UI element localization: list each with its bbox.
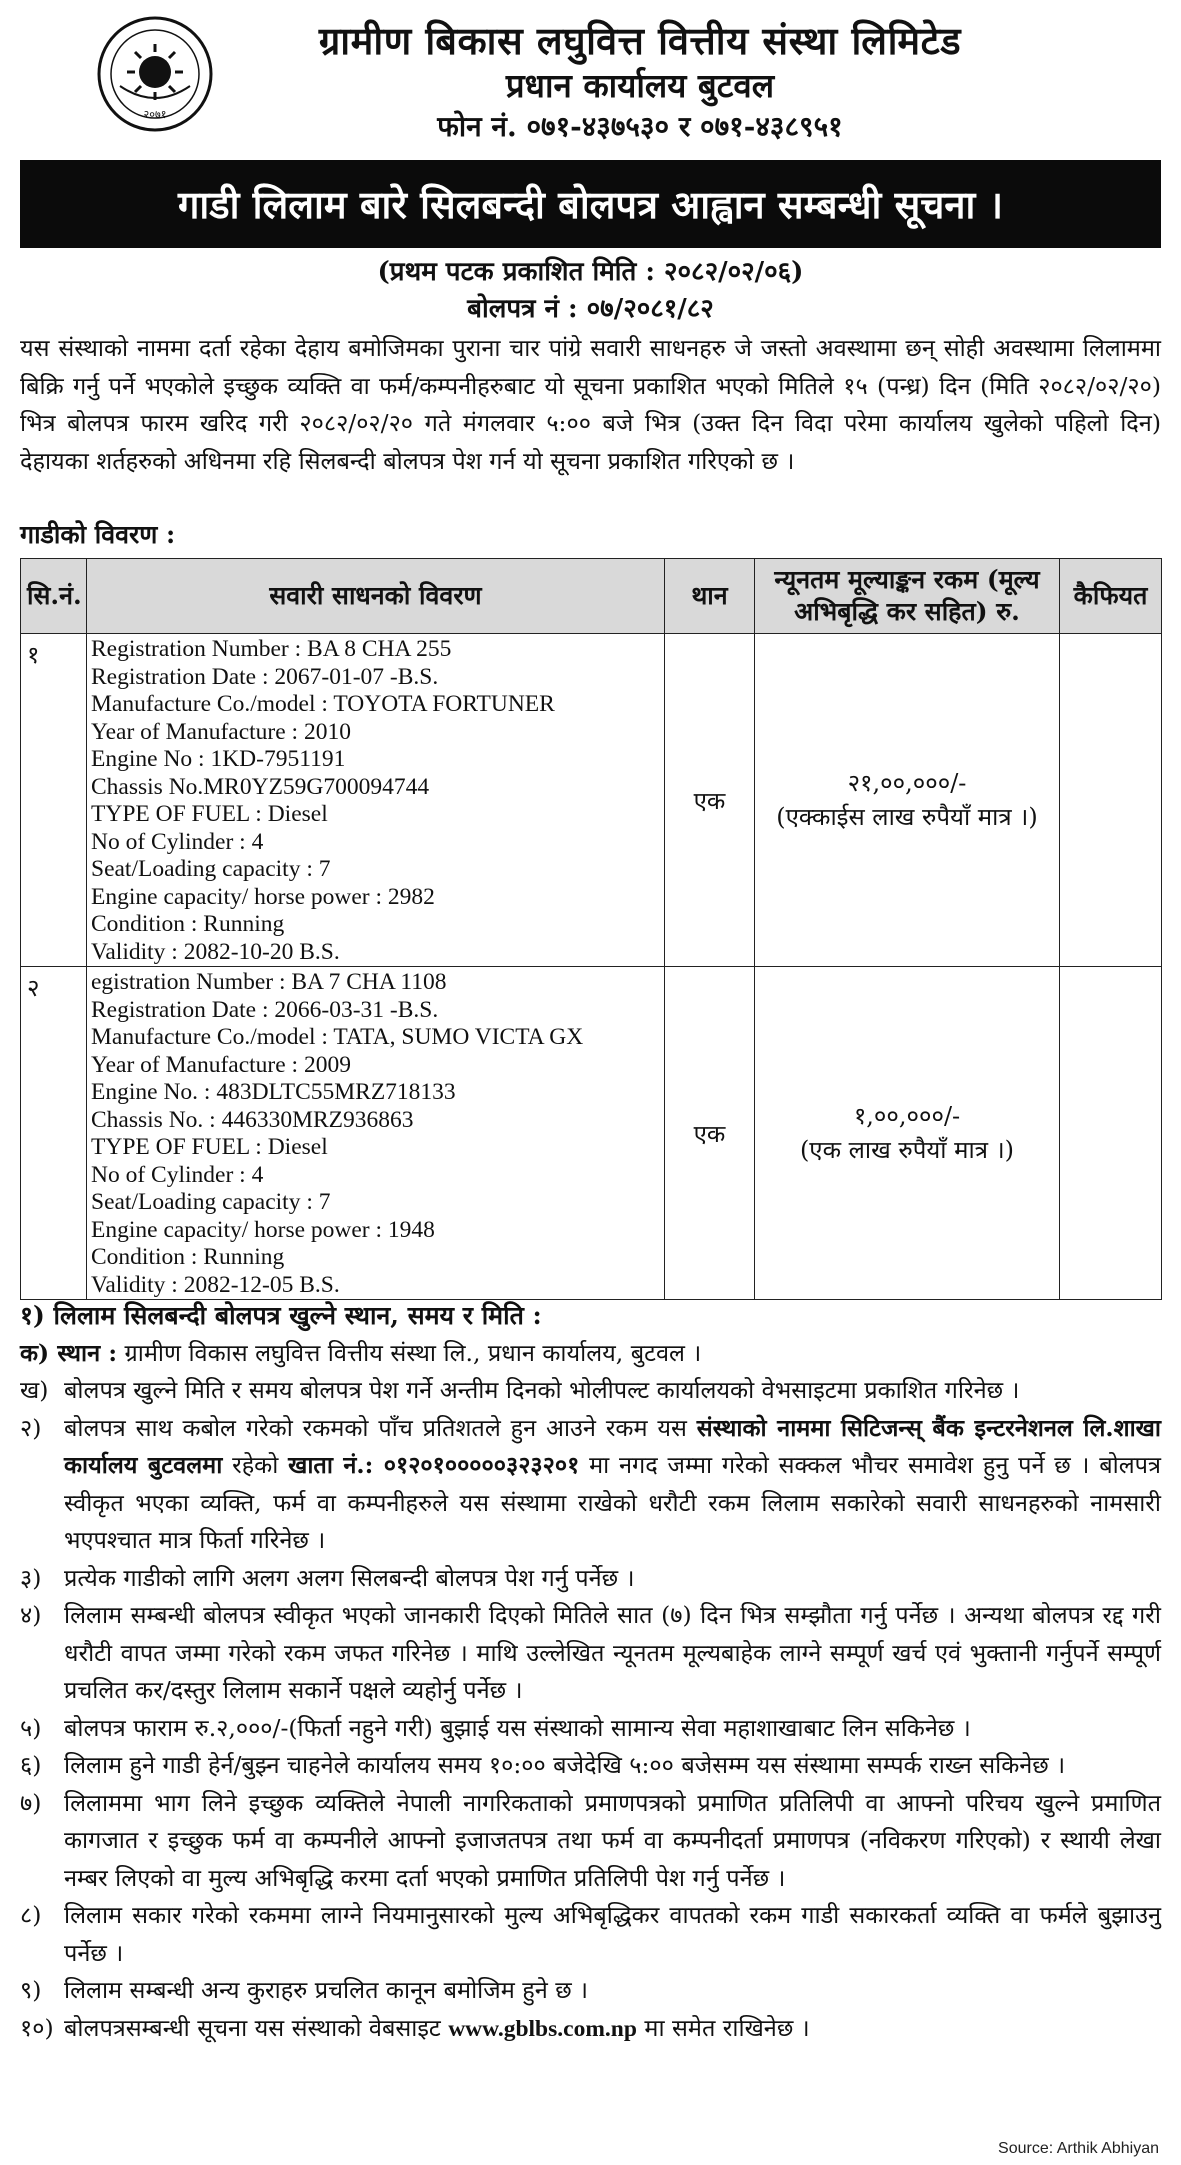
registration-number: Registration Number : BA 8 CHA 255 [91,636,452,662]
condition-number: ६) [20,1751,42,1779]
svg-text:२०७१: २०७१ [143,108,167,121]
conditions-heading: १) लिलाम सिलबन्दी बोलपत्र खुल्ने स्थान, समय र मिति : [20,1301,542,1330]
amount-in-words: (एक्काईस लाख रुपैयाँ मात्र ।) [776,803,1038,831]
chassis-number: Chassis No. : 446330MRZ936863 [91,1106,414,1133]
row-sn: १ [21,634,87,967]
seat-capacity: Seat/Loading capacity : 7 [91,1189,331,1215]
condition-item [20,1710,1161,1748]
row-remarks [1060,634,1162,967]
vehicle-details [87,967,665,1300]
header [0,0,1181,155]
condition-text: बोलपत्र फाराम रु.२,०००/-(फिर्ता नहुने गरी) बुझाई यस संस्थाको सामान्य सेवा महाशाखाबाट लिन सकिनेछ । [64,1713,971,1742]
place-text: ग्रामीण विकास लघुवित्त वित्तीय संस्था लि., प्रधान कार्यालय, बुटवल । [124,1338,702,1367]
row-min-value [755,967,1060,1300]
condition-number: ५) [20,1713,42,1742]
manufacturer-model: Manufacture Co./model : TATA, SUMO VICTA GX [91,1024,584,1050]
condition-item [20,1972,1161,2010]
header-quantity: थान [665,559,755,634]
website-link[interactable]: www.gblbs.com.np [448,2015,637,2042]
tender-number: बोलपत्र नं : ०७/२०८१/८२ [467,294,714,324]
header-sn: सि.नं. [21,559,87,634]
condition-item [20,1597,1161,1710]
condition-item [20,1897,1161,1972]
condition-text [64,2010,1161,2049]
engine-number: Engine No. : 483DLTC55MRZ718133 [91,1079,456,1105]
amount-figure: २१,००,०००/- [847,769,967,797]
phone-numbers: फोन नं. ०७१-४३७५३० र ०७१-४३८९५१ [437,110,843,143]
seat-capacity: Seat/Loading capacity : 7 [91,856,331,882]
publish-date: (प्रथम पटक प्रकाशित मिति : २०८२/०२/०६) [377,257,804,287]
condition-number: ७) [20,1788,42,1817]
row-quantity: एक [665,634,755,967]
condition-number: ९) [20,1976,42,2004]
condition-text: लिलाम हुने गाडी हेर्न/बुझ्न चाहनेले कार्यालय समय १०:०० बजेदेखि ५:०० बजेसम्म यस संस्थामा सम्पर्क राख्न सकिनेछ । [64,1751,1066,1779]
year-of-manufacture: Year of Manufacture : 2010 [91,718,351,745]
condition-text: लिलाम सम्बन्धी अन्य कुराहरु प्रचलित कानून बमोजिम हुने छ । [64,1976,589,2004]
conditions-list [20,1297,1161,2048]
row-min-value [755,634,1060,967]
amount-figure: १,००,०००/- [853,1102,961,1130]
validity: Validity : 2082-12-05 B.S. [91,1271,340,1298]
intro-paragraph: यस संस्थाको नाममा दर्ता रहेका देहाय बमोजिमका पुराना चार पांग्रे सवारी साधनहरु जे जस्तो अवस्थामा छन् सोही अवस्थामा लिलाममा बिक्रि गर्नु पर्ने भएकोले इच्छुक व्यक्ति वा फर्म/कम्पनीहरुबाट यो सूचना प्रकाशित भएको मितिले १५ (पन्ध्र) दिन (मिति २०८२/०२/२०) भित्र बोलपत्र फारम खरिद गरी २०८२/०२/२० गते मंगलवार ५:०० बजे भित्र (उक्त दिन विदा परेमा कार्यालय खुलेको पहिलो दिन) देहायका शर्तहरुको अधिनमा रहि सिलबन्दी बोलपत्र पेश गर्न यो सूचना प्रकाशित गरिएको छ । [20,334,1161,475]
vehicle-condition: Condition : Running [91,911,285,937]
header-min-value: न्यूनतम मूल्याङ्कन रकम (मूल्य अभिबृद्धि कर सहित) रु. [755,559,1060,634]
amount-in-words: (एक लाख रुपैयाँ मात्र ।) [799,1136,1015,1164]
c2-text-b: रहेको [232,1451,279,1479]
condition-text: लिलाम सकार गरेको रकममा लाग्ने नियमानुसारको मुल्य अभिबृद्धिकर वापतको रकम गाडी सकारकर्ता व्यक्ति वा फर्मले बुझाउनु पर्नेछ । [64,1901,1161,1967]
condition-item [20,1560,1161,1598]
condition-text: बोलपत्र खुल्ने मिति र समय बोलपत्र पेश गर्ने अन्तीम दिनको भोलीपल्ट कार्यालयको वेभसाइटमा प्रकाशित गरिनेछ । [64,1376,1020,1404]
account-number: खाता नं.: ०१२०१०००००३२३२०१ [288,1451,580,1479]
c10-text-b: मा समेत राखिनेछ । [644,2013,810,2042]
chassis-number: Chassis No.MR0YZ59G700094744 [91,773,430,800]
table-row [21,634,1162,967]
condition-number: २) [20,1413,42,1442]
office-location: प्रधान कार्यालय बुटवल [505,66,775,105]
condition-number: १०) [20,2013,54,2042]
validity: Validity : 2082-10-20 B.S. [91,938,340,965]
condition-text: लिलाम सम्बन्धी बोलपत्र स्वीकृत भएको जानकारी दिएको मितिले सात (७) दिन भित्र सम्झौता गर्नु पर्नेछ । अन्यथा बोलपत्र रद्द गरी धरौटी वापत जम्मा गरेको रकम जफत गरिनेछ । माथि उल्लेखित न्यूनतम मूल्यबाहेक लाग्ने सम्पूर्ण खर्च एवं भुक्तानी गर्नुपर्ने सम्पूर्ण प्रचलित कर/दस्तुर लिलाम सकार्ने पक्षले व्यहोर्नु पर्नेछ । [64,1601,1161,1704]
organization-logo-icon [80,14,230,134]
engine-number: Engine No : 1KD-7951191 [91,746,346,772]
condition-item [20,1372,1161,1410]
place-label: क) स्थान : [20,1338,118,1367]
fuel-type: TYPE OF FUEL : Diesel [91,1134,328,1160]
bank-name: संस्थाको नाममा सिटिजन्स् बैंक इन्टरनेशनल लि.शाखा कार्यालय बुटवलमा [64,1413,1161,1479]
condition-text: प्रत्येक गाडीको लागि अलग अलग सिलबन्दी बोलपत्र पेश गर्नु पर्नेछ । [64,1563,635,1592]
condition-number: ४) [20,1601,42,1629]
c2-text-a: बोलपत्र साथ कबोल गरेको रकमको पाँच प्रतिशतले हुन आउने रकम यस [64,1413,687,1442]
organization-name: ग्रामीण बिकास लघुवित्त वित्तीय संस्था लिमिटेड [318,18,962,63]
condition-number: ३) [20,1563,42,1592]
header-description: सवारी साधनको विवरण [87,559,665,634]
condition-item [20,2010,1161,2049]
cylinder-count: No of Cylinder : 4 [91,1161,264,1188]
condition-item [20,1785,1161,1898]
notice-title-banner: गाडी लिलाम बारे सिलबन्दी बोलपत्र आह्वान सम्बन्धी सूचना । [20,160,1161,248]
registration-number: egistration Number : BA 7 CHA 1108 [91,969,447,995]
table-row [21,967,1162,1300]
source-credit: Source: Arthik Abhiyan [998,2140,1159,2157]
condition-number: ख) [20,1376,49,1404]
vehicle-condition: Condition : Running [91,1244,285,1270]
fuel-type: TYPE OF FUEL : Diesel [91,801,328,827]
row-quantity: एक [665,967,755,1300]
condition-number: ८) [20,1901,42,1929]
condition-text: लिलाममा भाग लिने इच्छुक व्यक्तिले नेपाली नागरिकताको प्रमाणपत्रको प्रमाणित प्रतिलिपी वा आफ्नो परिचय खुल्ने प्रमाणित कागजात र इच्छुक फर्म वा कम्पनीले आफ्नो इजाजतपत्र तथा फर्म वा कम्पनीदर्ता प्रमाणपत्र (नविकरण गरिएको) र स्थायी लेखा नम्बर लिएको वा मुल्य अभिबृद्धि करमा दर्ता भएको प्रमाणित प्रतिलिपी पेश गर्नु पर्नेछ । [64,1788,1161,1892]
condition-place [20,1335,1161,1373]
condition-item [20,1410,1161,1560]
engine-capacity: Engine capacity/ horse power : 2982 [91,883,435,910]
table-header-row [21,559,1162,634]
row-remarks [1060,967,1162,1300]
c2-text-c: मा नगद जम्मा गरेको सक्कल भौचर समावेश हुनु पर्ने छ । बोलपत्र स्वीकृत भएका व्यक्ति, फर्म वा कम्पनीहरुले यस संस्थामा राखेको धरौटी रकम लिलाम सकारेको सवारी साधनहरुको नामसारी भएपश्चात मात्र फिर्ता गरिनेछ । [64,1451,1161,1554]
cylinder-count: No of Cylinder : 4 [91,828,264,855]
condition-text [64,1410,1161,1560]
condition-item [20,1747,1161,1785]
vehicle-details-title: गाडीको विवरण : [20,520,176,549]
registration-date: Registration Date : 2066-03-31 -B.S. [91,996,439,1023]
organization-block [240,18,1040,146]
engine-capacity: Engine capacity/ horse power : 1948 [91,1216,435,1243]
c10-text-a: बोलपत्रसम्बन्धी सूचना यस संस्थाको वेबसाइट [64,2013,441,2042]
vehicle-details [87,634,665,967]
year-of-manufacture: Year of Manufacture : 2009 [91,1051,351,1078]
row-sn: २ [21,967,87,1300]
manufacturer-model: Manufacture Co./model : TOYOTA FORTUNER [91,691,555,717]
vehicle-table [20,558,1162,1300]
header-remarks: कैफियत [1060,559,1162,634]
registration-date: Registration Date : 2067-01-07 -B.S. [91,663,439,690]
